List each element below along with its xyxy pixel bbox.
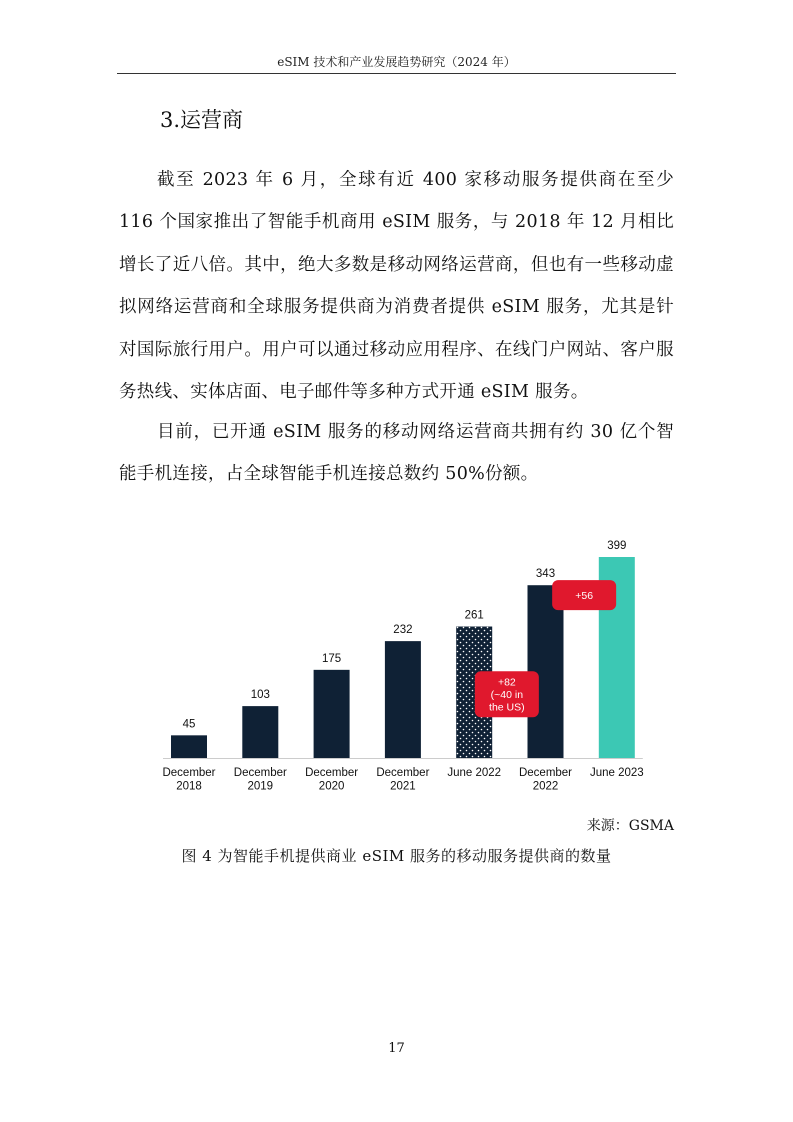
bar [171,735,207,758]
x-tick-label: December [305,767,359,779]
x-tick-label: 2018 [176,780,202,793]
header-divider [117,73,676,74]
bar-value-label: 399 [607,540,627,552]
page-number: 17 [388,1041,405,1056]
paragraph-2: 目前，已开通 eSIM 服务的移动网络运营商共拥有约 30 亿个智能手机连接，占全球智能手机连接总数约 50%份额。 [119,421,674,484]
bar [242,706,278,758]
section-heading: 3.运营商 [160,108,244,132]
esim-providers-bar-chart [150,530,660,800]
bar-value-label: 261 [464,609,484,622]
running-header: eSIM 技术和产业发展趋势研究（2024 年） [277,55,516,69]
figure-source: 来源：GSMA [586,818,674,834]
x-tick-label: 2021 [390,780,416,793]
x-tick-label: 2020 [318,780,345,793]
x-tick-label: June 2022 [447,767,502,779]
paragraph-1: 截至 2023 年 6 月，全球有近 400 家移动服务提供商在至少 116 个国家推出了智能手机商用 eSIM 服务，与 2018 年 12 月相比增长了近八倍。其中，绝大多数是移动网络运营商，但也有一些移动虚拟网络运营商和全球服务提供商为消费者提供 eSIM 服务，尤其是针对国际旅行用户。用户可以通过移动应用程序、在线门户网站、客户服务热线、实体店面、电子邮件等多种方式开通 eSIM 服务。 [119,169,674,402]
x-tick-label: 2019 [247,780,274,793]
bar-value-label: 103 [250,689,270,702]
change-annotation-label: +82 [497,676,516,689]
change-annotation-label: +56 [575,589,594,602]
change-annotation-label: (~40 in [490,689,524,702]
x-tick-label: December [376,767,430,779]
figure-caption: 图 4 为智能手机提供商业 eSIM 服务的移动服务提供商的数量 [181,847,612,865]
bar-value-label: 232 [393,624,413,637]
bar-value-label: 175 [322,652,342,665]
bar-value-label: 343 [535,568,556,581]
x-tick-label: December [518,767,573,779]
bar [314,670,350,758]
bar [385,641,421,758]
x-tick-label: December [233,767,287,779]
change-annotation-label: the US) [489,701,525,714]
x-tick-label: June 2023 [589,767,644,779]
bar-value-label: 45 [182,718,196,731]
x-tick-label: 2022 [532,780,559,793]
x-tick-label: December [162,767,216,779]
